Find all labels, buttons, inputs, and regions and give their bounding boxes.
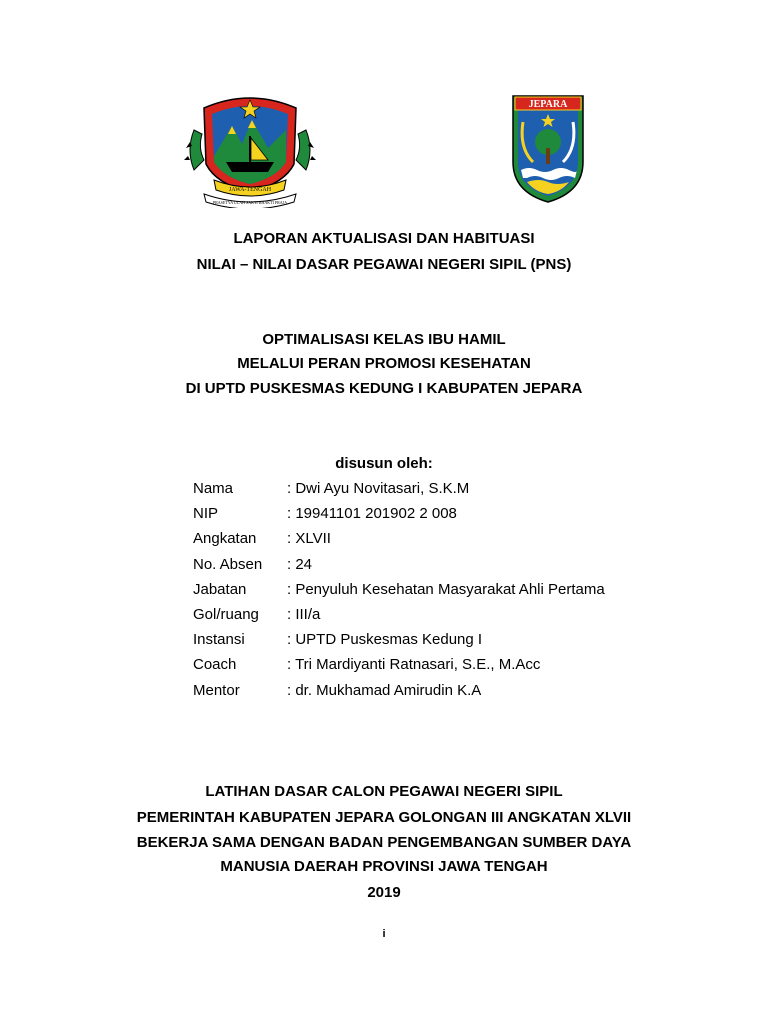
footer-line4: MANUSIA DAERAH PROVINSI JAWA TENGAH <box>220 858 548 875</box>
jawa-tengah-emblem <box>184 90 316 208</box>
footer-line3: BEKERJA SAMA DENGAN BADAN PENGEMBANGAN SUMBER DAYA <box>136 834 632 851</box>
info-row-mentor <box>193 682 605 707</box>
info-row-nip <box>193 505 605 530</box>
emblem-motto-text: PRASETYA ULAH SAKTI BHAKTI PRAJA <box>212 200 288 205</box>
info-value: : UPTD Puskesmas Kedung I <box>287 631 483 649</box>
info-label: Gol/ruang <box>193 605 259 623</box>
topic-title-line1: OPTIMALISASI KELAS IBU HAMIL <box>262 331 506 348</box>
info-row-nama <box>193 480 605 505</box>
info-label: Angkatan <box>193 530 257 548</box>
info-value: : Penyuluh Kesehatan Masyarakat Ahli Pertama <box>287 580 605 598</box>
info-row-jabatan <box>193 581 605 606</box>
info-row-no-absen <box>193 556 605 581</box>
info-label: Instansi <box>193 631 245 649</box>
info-value: : 24 <box>287 555 313 573</box>
prepared-by-label: disusun oleh: <box>335 455 433 472</box>
page-number: i <box>382 928 386 940</box>
topic-title-line3: DI UPTD PUSKESMAS KEDUNG I KABUPATEN JEPARA <box>185 380 583 397</box>
info-value: : 19941101 201902 2 008 <box>287 505 457 523</box>
footer-line2: PEMERINTAH KABUPATEN JEPARA GOLONGAN III ANGKATAN XLVII <box>136 809 632 826</box>
jepara-emblem <box>509 92 587 204</box>
info-value: : III/a <box>287 605 321 623</box>
info-row-gol-ruang <box>193 606 605 631</box>
report-title-line1: LAPORAN AKTUALISASI DAN HABITUASI <box>233 230 535 247</box>
info-value: : dr. Mukhamad Amirudin K.A <box>287 681 482 699</box>
info-label: Coach <box>193 656 237 674</box>
info-label: No. Absen <box>193 555 263 573</box>
footer-line1: LATIHAN DASAR CALON PEGAWAI NEGERI SIPIL <box>205 783 563 800</box>
info-label: Jabatan <box>193 580 247 598</box>
info-row-coach <box>193 656 605 681</box>
emblem-banner-text: JEPARA <box>528 99 568 110</box>
info-label: Nama <box>193 480 234 497</box>
info-label: NIP <box>193 505 219 523</box>
info-row-angkatan <box>193 530 605 555</box>
info-value: : XLVII <box>287 530 331 548</box>
info-value: : Tri Mardiyanti Ratnasari, S.E., M.Acc <box>287 656 541 674</box>
info-label: Mentor <box>193 681 240 699</box>
footer-year: 2019 <box>367 884 401 901</box>
author-info-table <box>193 480 605 707</box>
info-row-instansi <box>193 631 605 656</box>
info-value: : Dwi Ayu Novitasari, S.K.M <box>287 480 470 497</box>
emblem-ribbon-text: JAWA-TENGAH <box>228 187 272 193</box>
topic-title-line2: MELALUI PERAN PROMOSI KESEHATAN <box>237 355 531 372</box>
report-title-line2: NILAI – NILAI DASAR PEGAWAI NEGERI SIPIL (PNS) <box>196 256 572 273</box>
